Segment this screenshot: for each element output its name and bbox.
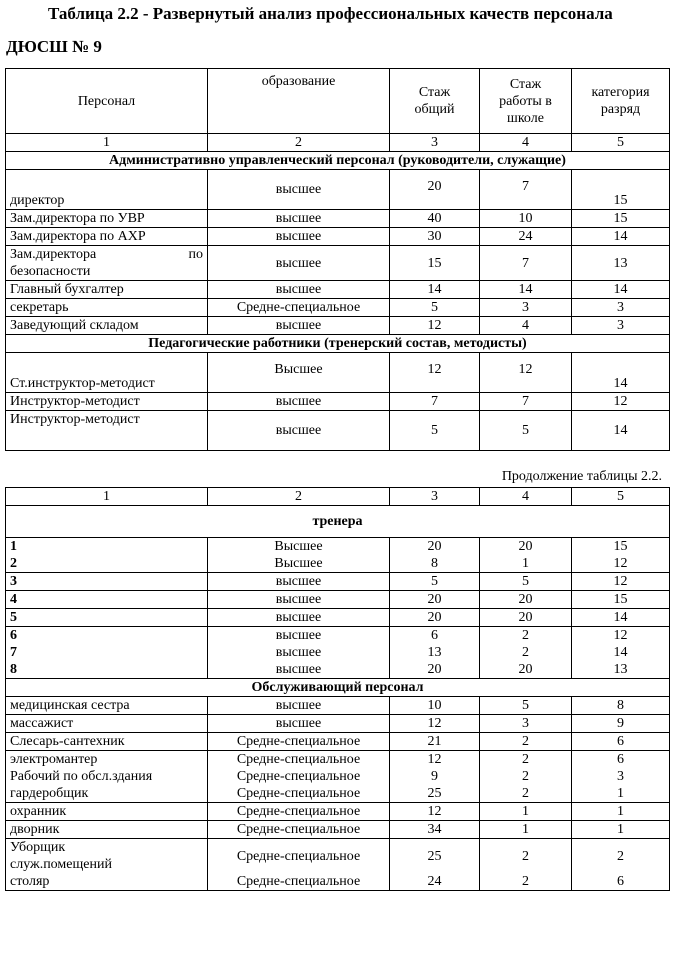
cell-exp-school: 3 (480, 715, 572, 733)
section-pedagog (6, 335, 670, 353)
cell-category: 6 (572, 873, 670, 891)
table-row (6, 644, 670, 661)
table-row (6, 751, 670, 769)
cell-exp-school: 7 (480, 170, 572, 210)
cell-exp-total: 12 (390, 317, 480, 335)
cell-education: высшее (208, 317, 390, 335)
cell-exp-school: 5 (480, 411, 572, 451)
cell-personnel: Зам.директора по УВР (6, 210, 208, 228)
cell-exp-school: 2 (480, 768, 572, 785)
col-number: 1 (6, 488, 208, 506)
cell-personnel: охранник (6, 803, 208, 821)
cell-education: Высшее (208, 555, 390, 573)
table-row (6, 591, 670, 609)
cell-category: 14 (572, 353, 670, 393)
cell-personnel: 3 (6, 573, 208, 591)
section-admin (6, 152, 670, 170)
cell-education: высшее (208, 573, 390, 591)
cell-personnel: медицинская сестра (6, 697, 208, 715)
cell-exp-school: 2 (480, 839, 572, 874)
cell-exp-school: 10 (480, 210, 572, 228)
cell-category: 12 (572, 573, 670, 591)
cell-personnel: 6 (6, 627, 208, 645)
cell-education: Средне-специальное (208, 751, 390, 769)
table-row (6, 210, 670, 228)
personnel-table-continued (5, 487, 670, 891)
cell-exp-total: 14 (390, 281, 480, 299)
cell-category: 15 (572, 170, 670, 210)
cell-category: 15 (572, 591, 670, 609)
header-exp-school: Стаж работы в школе (480, 69, 572, 134)
cell-education: Средне-специальное (208, 299, 390, 317)
table-row (6, 170, 670, 210)
cell-category: 14 (572, 228, 670, 246)
cell-exp-total: 20 (390, 170, 480, 210)
cell-exp-total: 30 (390, 228, 480, 246)
cell-education: высшее (208, 210, 390, 228)
col-number: 1 (6, 134, 208, 152)
cell-exp-total: 25 (390, 785, 480, 803)
col-number: 3 (390, 134, 480, 152)
cell-category: 1 (572, 821, 670, 839)
cell-category: 14 (572, 609, 670, 627)
cell-category: 12 (572, 627, 670, 645)
cell-exp-total: 6 (390, 627, 480, 645)
cell-education: высшее (208, 170, 390, 210)
cell-education: высшее (208, 393, 390, 411)
cell-personnel: массажист (6, 715, 208, 733)
cell-exp-total: 20 (390, 609, 480, 627)
cell-education: высшее (208, 644, 390, 661)
cell-education: высшее (208, 609, 390, 627)
personnel-table (5, 68, 670, 451)
table-row (6, 317, 670, 335)
cell-education: высшее (208, 627, 390, 645)
cell-exp-total: 40 (390, 210, 480, 228)
table-row (6, 661, 670, 679)
cell-exp-school: 1 (480, 803, 572, 821)
cell-exp-school: 2 (480, 751, 572, 769)
cell-category: 15 (572, 210, 670, 228)
cell-exp-total: 34 (390, 821, 480, 839)
cell-exp-total: 21 (390, 733, 480, 751)
cell-personnel: дворник (6, 821, 208, 839)
cell-personnel: секретарь (6, 299, 208, 317)
cell-exp-school: 3 (480, 299, 572, 317)
cell-education: Высшее (208, 353, 390, 393)
table-row (6, 609, 670, 627)
cell-category: 9 (572, 715, 670, 733)
cell-personnel: гардеробщик (6, 785, 208, 803)
table-row (6, 555, 670, 573)
cell-exp-school: 5 (480, 697, 572, 715)
cell-education: Высшее (208, 538, 390, 556)
cell-personnel: 1 (6, 538, 208, 556)
cell-exp-total: 12 (390, 751, 480, 769)
col-number: 5 (572, 488, 670, 506)
cell-category: 14 (572, 411, 670, 451)
cell-personnel: Заведующий складом (6, 317, 208, 335)
column-number-row (6, 134, 670, 152)
cell-category: 3 (572, 768, 670, 785)
table-row (6, 299, 670, 317)
cell-category: 12 (572, 393, 670, 411)
table-row (6, 697, 670, 715)
table-title: Таблица 2.2 - Развернутый анализ профессиональных качеств персонала (48, 4, 613, 23)
cell-education: Средне-специальное (208, 803, 390, 821)
cell-category: 3 (572, 299, 670, 317)
table-row (6, 785, 670, 803)
cell-exp-total: 20 (390, 661, 480, 679)
cell-personnel: электромантер (6, 751, 208, 769)
cell-exp-total: 5 (390, 573, 480, 591)
table-row (6, 393, 670, 411)
section-heading: Педагогические работники (тренерский состав, методисты) (6, 335, 670, 353)
cell-exp-school: 2 (480, 627, 572, 645)
cell-exp-school: 7 (480, 246, 572, 281)
cell-personnel: 2 (6, 555, 208, 573)
cell-personnel: Уборщик служ.помещений (6, 839, 208, 874)
cell-personnel: Инструктор-методист (6, 393, 208, 411)
cell-exp-total: 5 (390, 299, 480, 317)
cell-personnel: 5 (6, 609, 208, 627)
cell-personnel: Зам.директора по АХР (6, 228, 208, 246)
header-personnel: Персонал (6, 69, 208, 134)
cell-exp-school: 4 (480, 317, 572, 335)
cell-personnel: Зам.директора по безопасности (6, 246, 208, 281)
header-exp-total: Стаж общий (390, 69, 480, 134)
cell-personnel: 8 (6, 661, 208, 679)
cell-education: Средне-специальное (208, 733, 390, 751)
section-heading: тренера (6, 506, 670, 538)
col-number: 2 (208, 488, 390, 506)
cell-exp-total: 25 (390, 839, 480, 874)
cell-category: 14 (572, 644, 670, 661)
cell-exp-school: 20 (480, 661, 572, 679)
table-title-school: ДЮСШ № 9 (6, 37, 102, 56)
cell-education: Средне-специальное (208, 785, 390, 803)
cell-personnel: Рабочий по обсл.здания (6, 768, 208, 785)
cell-category: 1 (572, 803, 670, 821)
table-row (6, 353, 670, 393)
cell-personnel: директор (6, 170, 208, 210)
cell-exp-school: 2 (480, 644, 572, 661)
section-heading: Административно управленческий персонал (руководители, служащие) (6, 152, 670, 170)
table-row (6, 627, 670, 645)
cell-exp-total: 12 (390, 715, 480, 733)
cell-exp-school: 12 (480, 353, 572, 393)
cell-education: высшее (208, 661, 390, 679)
cell-exp-school: 7 (480, 393, 572, 411)
cell-exp-total: 12 (390, 353, 480, 393)
section-heading: Обслуживающий персонал (6, 679, 670, 697)
col-number: 4 (480, 134, 572, 152)
table-row (6, 839, 670, 874)
cell-exp-school: 2 (480, 873, 572, 891)
cell-personnel: 7 (6, 644, 208, 661)
cell-exp-school: 1 (480, 555, 572, 573)
table-row (6, 768, 670, 785)
cell-exp-total: 10 (390, 697, 480, 715)
cell-category: 12 (572, 555, 670, 573)
col-number: 4 (480, 488, 572, 506)
cell-education: Средне-специальное (208, 873, 390, 891)
cell-exp-total: 24 (390, 873, 480, 891)
cell-personnel: Инструктор-методист (6, 411, 208, 451)
cell-personnel: Слесарь-сантехник (6, 733, 208, 751)
cell-personnel: Главный бухгалтер (6, 281, 208, 299)
cell-category: 15 (572, 538, 670, 556)
cell-education: высшее (208, 281, 390, 299)
cell-exp-school: 24 (480, 228, 572, 246)
header-row (6, 69, 670, 134)
cell-category: 3 (572, 317, 670, 335)
cell-exp-total: 5 (390, 411, 480, 451)
table-row (6, 411, 670, 451)
cell-category: 14 (572, 281, 670, 299)
cell-exp-school: 2 (480, 733, 572, 751)
cell-exp-total: 15 (390, 246, 480, 281)
table-row (6, 228, 670, 246)
col-number: 2 (208, 134, 390, 152)
table-row (6, 246, 670, 281)
section-coaches (6, 506, 670, 538)
cell-exp-school: 2 (480, 785, 572, 803)
cell-education: Средне-специальное (208, 821, 390, 839)
cell-exp-total: 9 (390, 768, 480, 785)
cell-category: 13 (572, 661, 670, 679)
cell-exp-school: 20 (480, 591, 572, 609)
cell-category: 13 (572, 246, 670, 281)
table-row (6, 538, 670, 556)
cell-education: высшее (208, 246, 390, 281)
cell-exp-total: 12 (390, 803, 480, 821)
header-education: образование (208, 69, 390, 134)
cell-education: Средне-специальное (208, 768, 390, 785)
cell-education: высшее (208, 697, 390, 715)
cell-exp-total: 20 (390, 591, 480, 609)
cell-category: 8 (572, 697, 670, 715)
cell-category: 6 (572, 751, 670, 769)
cell-exp-total: 13 (390, 644, 480, 661)
cell-exp-total: 7 (390, 393, 480, 411)
cell-exp-school: 20 (480, 538, 572, 556)
cell-category: 6 (572, 733, 670, 751)
table-continuation-label: Продолжение таблицы 2.2. (501, 469, 662, 484)
header-category: категория разряд (572, 69, 670, 134)
cell-category: 1 (572, 785, 670, 803)
table-row (6, 715, 670, 733)
cell-exp-school: 5 (480, 573, 572, 591)
cell-exp-school: 14 (480, 281, 572, 299)
col-number: 3 (390, 488, 480, 506)
cell-category: 2 (572, 839, 670, 874)
column-number-row (6, 488, 670, 506)
col-number: 5 (572, 134, 670, 152)
table-row (6, 803, 670, 821)
cell-education: высшее (208, 715, 390, 733)
table-row (6, 821, 670, 839)
cell-exp-school: 20 (480, 609, 572, 627)
cell-exp-total: 20 (390, 538, 480, 556)
cell-education: высшее (208, 228, 390, 246)
table-row (6, 281, 670, 299)
cell-education: высшее (208, 591, 390, 609)
section-service (6, 679, 670, 697)
cell-exp-total: 8 (390, 555, 480, 573)
table-row (6, 733, 670, 751)
cell-exp-school: 1 (480, 821, 572, 839)
table-row (6, 873, 670, 891)
table-row (6, 573, 670, 591)
cell-personnel: Ст.инструктор-методист (6, 353, 208, 393)
cell-education: Средне-специальное (208, 839, 390, 874)
cell-education: высшее (208, 411, 390, 451)
cell-personnel: столяр (6, 873, 208, 891)
cell-personnel: 4 (6, 591, 208, 609)
